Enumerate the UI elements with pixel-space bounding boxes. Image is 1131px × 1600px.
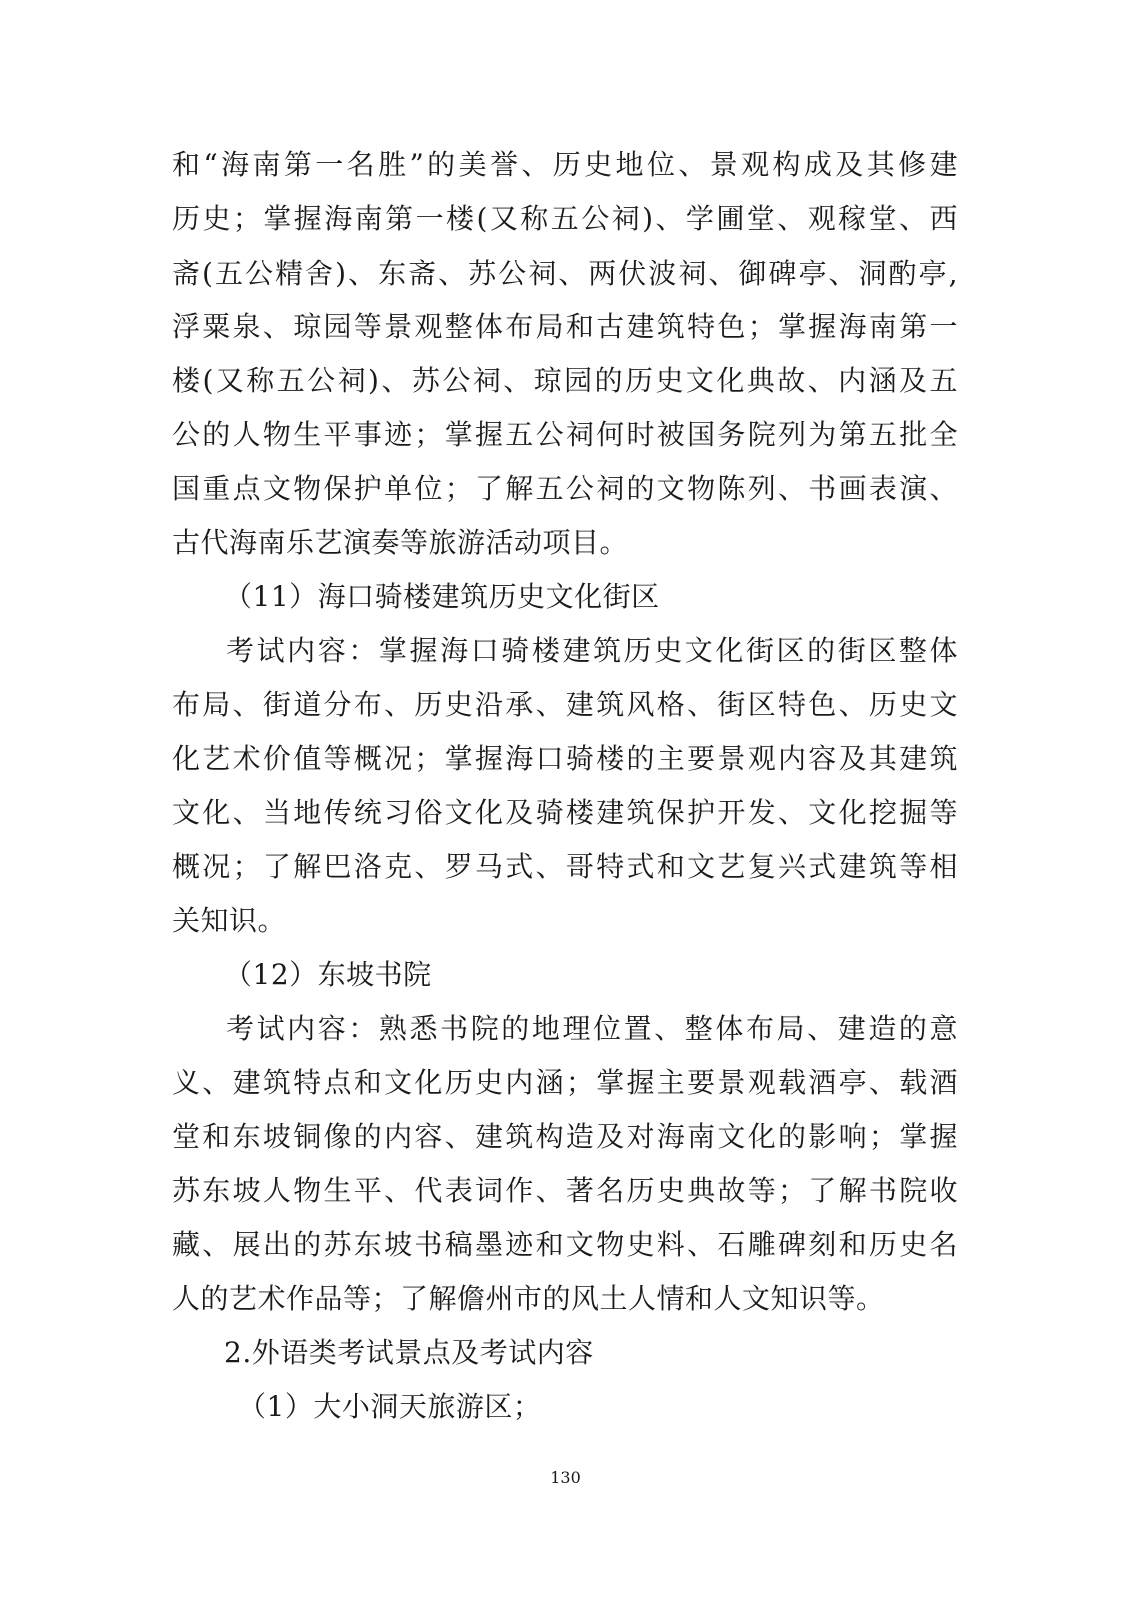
section-heading: （12）东坡书院 xyxy=(224,958,432,991)
body-text-line: 公的人物生平事迹；掌握五公祠何时被国务院列为第五批全 xyxy=(172,418,958,451)
body-text-line: 堂和东坡铜像的内容、建筑构造及对海南文化的影响；掌握 xyxy=(172,1120,958,1153)
section-heading: （11）海口骑楼建筑历史文化街区 xyxy=(224,580,660,613)
list-item-heading: （1）大小洞天旅游区； xyxy=(238,1390,542,1423)
paragraph-first-line: 考试内容：熟悉书院的地理位置、整体布局、建造的意 xyxy=(226,1012,958,1045)
body-text-line: 义、建筑特点和文化历史内涵；掌握主要景观载酒亭、载酒 xyxy=(172,1066,958,1099)
body-text-line: 布局、街道分布、历史沿承、建筑风格、街区特色、历史文 xyxy=(172,688,958,721)
body-text-line: 斋(五公精舍)、东斋、苏公祠、两伏波祠、御碑亭、洞酌亭, xyxy=(172,257,958,290)
body-text-line: 国重点文物保护单位；了解五公祠的文物陈列、书画表演、 xyxy=(172,472,958,505)
body-text-line: 藏、展出的苏东坡书稿墨迹和文物史料、石雕碑刻和历史名 xyxy=(172,1228,958,1261)
body-text-line: 历史；掌握海南第一楼(又称五公祠)、学圃堂、观稼堂、西 xyxy=(172,202,958,235)
page-number: 130 xyxy=(550,1468,581,1487)
body-text-line: 浮粟泉、琼园等景观整体布局和古建筑特色；掌握海南第一 xyxy=(172,310,958,343)
body-text-line: 化艺术价值等概况；掌握海口骑楼的主要景观内容及其建筑 xyxy=(172,742,958,775)
body-text-line: 文化、当地传统习俗文化及骑楼建筑保护开发、文化挖掘等 xyxy=(172,796,958,829)
body-text-line: 和“海南第一名胜”的美誉、历史地位、景观构成及其修建 xyxy=(172,148,958,181)
body-text-line: 古代海南乐艺演奏等旅游活动项目。 xyxy=(172,526,629,559)
body-text-line: 概况；了解巴洛克、罗马式、哥特式和文艺复兴式建筑等相 xyxy=(172,850,958,883)
paragraph-first-line: 考试内容：掌握海口骑楼建筑历史文化街区的街区整体 xyxy=(226,634,958,667)
body-text-line: 苏东坡人物生平、代表词作、著名历史典故等；了解书院收 xyxy=(172,1174,958,1207)
section-heading: 2.外语类考试景点及考试内容 xyxy=(224,1336,594,1369)
body-text-line: 关知识。 xyxy=(172,904,287,937)
body-text-line: 人的艺术作品等；了解儋州市的风土人情和人文知识等。 xyxy=(172,1282,885,1315)
body-text-line: 楼(又称五公祠)、苏公祠、琼园的历史文化典故、内涵及五 xyxy=(172,364,958,397)
